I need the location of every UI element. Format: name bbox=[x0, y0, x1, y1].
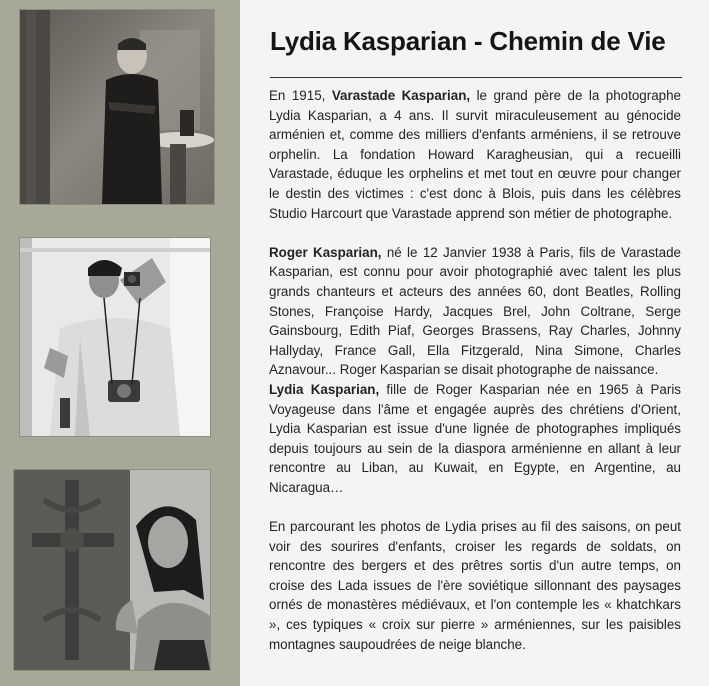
paragraph-lydia bbox=[269, 380, 681, 498]
name-varastade: Varastade Kasparian, bbox=[331, 88, 471, 103]
photo-varastade-portrait bbox=[20, 10, 214, 204]
title-divider bbox=[270, 77, 682, 78]
photo-roger-mirror bbox=[20, 238, 210, 436]
photo-varastade-image bbox=[20, 10, 214, 204]
photo-lydia-khachkar bbox=[14, 470, 210, 670]
paragraph-varastade bbox=[269, 86, 681, 223]
page-title: Lydia Kasparian - Chemin de Vie bbox=[270, 26, 666, 56]
paragraph-travels bbox=[269, 517, 681, 654]
paragraph-roger bbox=[269, 243, 681, 380]
photo-column bbox=[0, 0, 240, 686]
photo-lydia-image bbox=[14, 470, 210, 670]
name-lydia: Lydia Kasparian, bbox=[269, 381, 380, 397]
p4-text: En parcourant les photos de Lydia prises au fil des saisons, on peut voir des sourires d'enfants, croiser les regards de soldats, on rencontre des bergers et des prêtres sortis d'un autre temps, on croise des Lada issues de l'ère soviétique sillonnant des paysages ornés de monastères médiévaux, et l'on contemple les « khatchkars », ces typiques « croix sur pierre » arméniennes, sur les paisibles montagnes saupoudrées de neige blanche. bbox=[269, 519, 681, 652]
paragraph-gap bbox=[269, 223, 681, 243]
p3-text: fille de Roger Kasparian née en 1965 à Paris Voyageuse dans l'âme et engagée auprès des chrétiens d'Orient, Lydia Kasparian est issue d'une lignée de photographes impliqués depuis toujours au sein de la diaspora arménienne en allant à leur rencontre au Liban, au Kuwait, en Egypte, en Argentine, au Nicaragua… bbox=[269, 381, 681, 495]
name-roger: Roger Kasparian, bbox=[269, 244, 382, 260]
article-body bbox=[269, 86, 681, 654]
paragraph-gap bbox=[269, 497, 681, 517]
p2-text: né le 12 Janvier 1938 à Paris, fils de Varastade Kasparian, est connu pour avoir photographié avec talent les plus grands chanteurs et acteurs des années 60, dont Beatles, Rolling Stones, Françoise Hardy, Jacques Brel, John Coltrane, Serge Gainsbourg, Edith Piaf, Georges Brassens, Ray Charles, Johnny Hallyday, France Gall, Ella Fitzgerald, Nina Simone, Charles Aznavour... Roger Kasparian se disait photographe de naissance. bbox=[269, 244, 681, 378]
p1-pre: En 1915, bbox=[269, 88, 332, 103]
text-panel bbox=[240, 0, 709, 686]
p1-text: le grand père de la photographe Lydia Kasparian, a 4 ans. Il survit miraculeusement au génocide arménien et, comme des milliers d'enfants arméniens, il se retrouve orphelin. La fondation Howard Karagheusian, qui a recueilli Varastade, éduque les orphelins et met tout en œuvre pour changer le destin des victimes : c'est donc à Blois, puis dans les célèbres Studio Harcourt que Varastade apprend son métier de photographe. bbox=[269, 88, 681, 221]
photo-roger-image bbox=[20, 238, 210, 436]
